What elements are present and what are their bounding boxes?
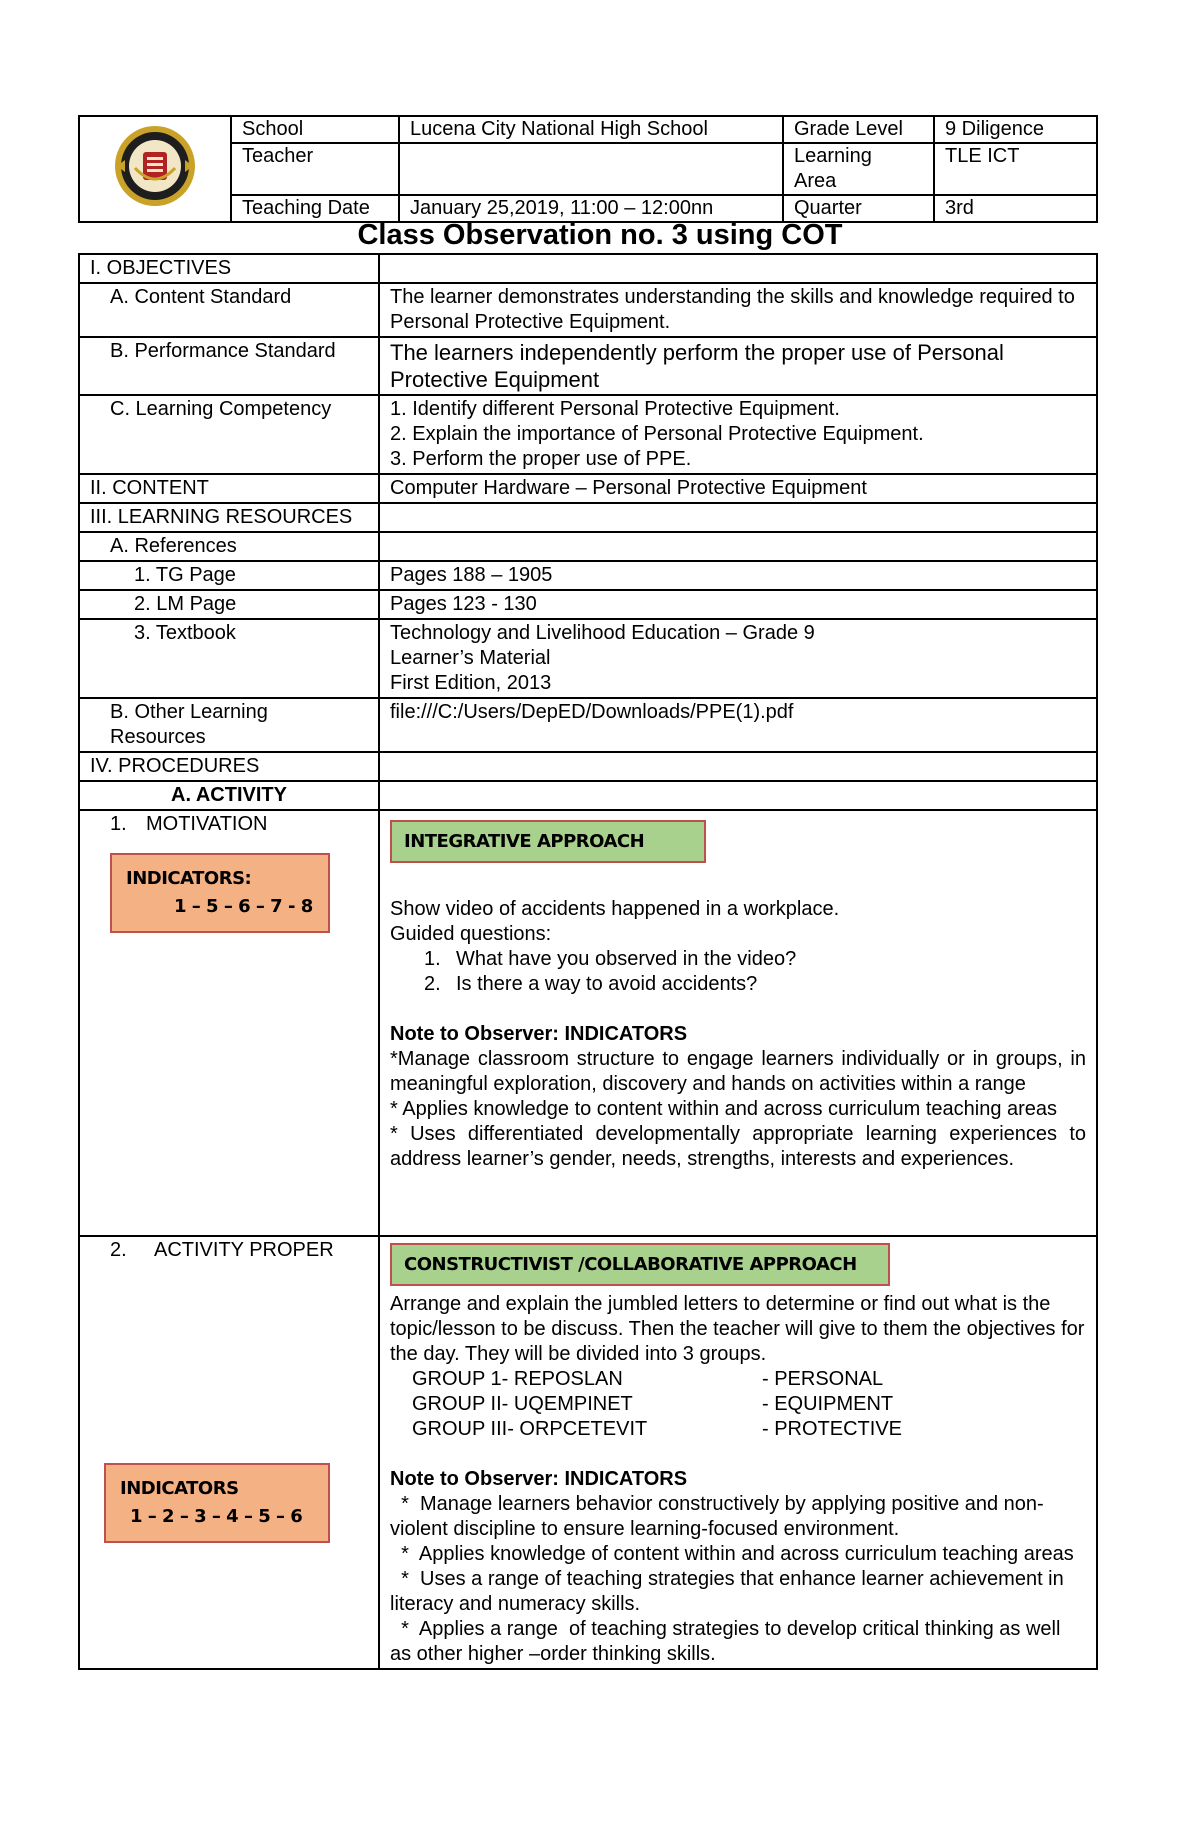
logo-cell — [79, 116, 231, 222]
competency-item: 3. Perform the proper use of PPE. — [390, 448, 692, 470]
objectives-heading: I. OBJECTIVES — [79, 254, 379, 283]
group-row: GROUP III- ORPCETEVIT - PROTECTIVE — [412, 1418, 903, 1440]
textbook-label: 3. Textbook — [79, 619, 379, 698]
quarter-value: 3rd — [934, 195, 1097, 222]
activity-proper-content — [379, 1236, 1097, 1669]
constructivist-approach-badge: CONSTRUCTIVIST /COLLABORATIVE APPROACH — [390, 1243, 890, 1286]
lm-page-value: Pages 123 - 130 — [379, 590, 1097, 619]
activity-proper-label: ACTIVITY PROPER — [154, 1239, 334, 1261]
observer-note: * Applies knowledge of content within and across curriculum teaching areas — [390, 1543, 1074, 1565]
teacher-value — [399, 143, 783, 195]
school-label: School — [231, 116, 399, 143]
observer-note: * Applies a range of teaching strategies to develop critical thinking as well as other higher –order thinking skills. — [390, 1618, 1066, 1665]
activity-intro: Arrange and explain the jumbled letters to determine or find out what is the topic/lesson to be discuss. Then the teacher will give to them the objectives for the day. They will be divided into 3 groups. — [390, 1293, 1085, 1365]
activity-proper-number: 2. — [110, 1239, 127, 1261]
motivation-cell — [79, 810, 379, 1236]
observer-note: *Manage classroom structure to engage learners individually or in groups, in meaningful exploration, discovery and hands on activities within a range — [390, 1048, 1086, 1095]
procedures-heading: IV. PROCEDURES — [79, 752, 379, 781]
group-row: GROUP 1- REPOSLAN - PERSONAL — [412, 1368, 884, 1390]
grade-level-value: 9 Diligence — [934, 116, 1097, 143]
teacher-label: Teacher — [231, 143, 399, 195]
learning-resources-label: III. LEARNING RESOURCES — [79, 503, 379, 532]
group-row: GROUP II- UQEMPINET - EQUIPMENT — [412, 1393, 894, 1415]
guided-questions-label: Guided questions: — [390, 923, 552, 945]
integrative-approach-badge: INTEGRATIVE APPROACH — [390, 820, 706, 863]
content-standard-label: A. Content Standard — [79, 283, 379, 337]
textbook-value — [379, 619, 1097, 698]
observer-note: * Applies knowledge to content within and across curriculum teaching areas — [390, 1098, 1058, 1120]
activity-indicators-badge — [104, 1463, 330, 1543]
learning-area-value: TLE ICT — [934, 143, 1097, 195]
observer-note: * Manage learners behavior constructively by applying positive and non-violent discipline to ensure learning-focused environment. — [390, 1493, 1044, 1540]
textbook-line: Technology and Livelihood Education – Grade 9 — [390, 622, 815, 644]
indicators-title: INDICATORS: — [126, 868, 252, 889]
learning-competency-label: C. Learning Competency — [79, 395, 379, 474]
performance-standard-value: The learners independently perform the proper use of Personal Protective Equipment — [379, 337, 1097, 395]
indicators-values: 1 – 2 – 3 – 4 – 5 – 6 — [130, 1506, 303, 1527]
lesson-table — [78, 253, 1098, 1670]
observer-note: * Uses a range of teaching strategies that enhance learner achievement in literacy and numeracy skills. — [390, 1568, 1070, 1615]
page-title: Class Observation no. 3 using COT — [357, 219, 843, 251]
competency-item: 2. Explain the importance of Personal Protective Equipment. — [390, 423, 924, 445]
teaching-date-value: January 25,2019, 11:00 – 12:00nn — [399, 195, 783, 222]
references-label: A. References — [79, 532, 379, 561]
tg-page-value: Pages 188 – 1905 — [379, 561, 1097, 590]
content-label: II. CONTENT — [79, 474, 379, 503]
observer-note-heading: Note to Observer: INDICATORS — [390, 1468, 688, 1490]
school-seal-icon — [113, 124, 197, 208]
observer-note: * Uses differentiated developmentally appropriate learning experiences to address learner’s gender, needs, strengths, interests and experiences. — [390, 1123, 1086, 1170]
indicators-values: 1 – 5 – 6 – 7 - 8 — [174, 896, 313, 917]
learning-competency-list — [379, 395, 1097, 474]
content-value: Computer Hardware – Personal Protective Equipment — [379, 474, 1097, 503]
motivation-indicators-badge — [110, 853, 330, 933]
indicators-title: INDICATORS — [120, 1478, 239, 1499]
observer-note-heading: Note to Observer: INDICATORS — [390, 1023, 688, 1045]
other-resources-label: B. Other Learning Resources — [79, 698, 379, 752]
activity-heading: A. ACTIVITY — [79, 781, 379, 810]
textbook-line: Learner’s Material — [390, 647, 551, 669]
activity-proper-cell — [79, 1236, 379, 1669]
competency-item: 1. Identify different Personal Protective Equipment. — [390, 398, 840, 420]
learning-area-label-line1: Learning — [794, 145, 872, 167]
other-resources-link[interactable]: file:///C:/Users/DepED/Downloads/PPE(1).pdf — [379, 698, 1097, 752]
school-value: Lucena City National High School — [399, 116, 783, 143]
tg-page-label: 1. TG Page — [79, 561, 379, 590]
learning-area-label-line2: Area — [794, 170, 837, 192]
motivation-intro: Show video of accidents happened in a workplace. — [390, 898, 840, 920]
textbook-line: First Edition, 2013 — [390, 672, 552, 694]
question-item: 2. Is there a way to avoid accidents? — [424, 973, 758, 995]
performance-standard-label: B. Performance Standard — [79, 337, 379, 395]
question-item: 1. What have you observed in the video? — [424, 948, 797, 970]
lm-page-label: 2. LM Page — [79, 590, 379, 619]
motivation-number: 1. — [110, 813, 127, 835]
teaching-date-label: Teaching Date — [231, 195, 399, 222]
content-standard-value: The learner demonstrates understanding the skills and knowledge required to Personal Protective Equipment. — [379, 283, 1097, 337]
grade-level-label: Grade Level — [783, 116, 934, 143]
header-table — [78, 115, 1098, 223]
motivation-content — [379, 810, 1097, 1236]
learning-area-label — [783, 143, 934, 195]
quarter-label: Quarter — [783, 195, 934, 222]
motivation-label: MOTIVATION — [146, 813, 268, 835]
